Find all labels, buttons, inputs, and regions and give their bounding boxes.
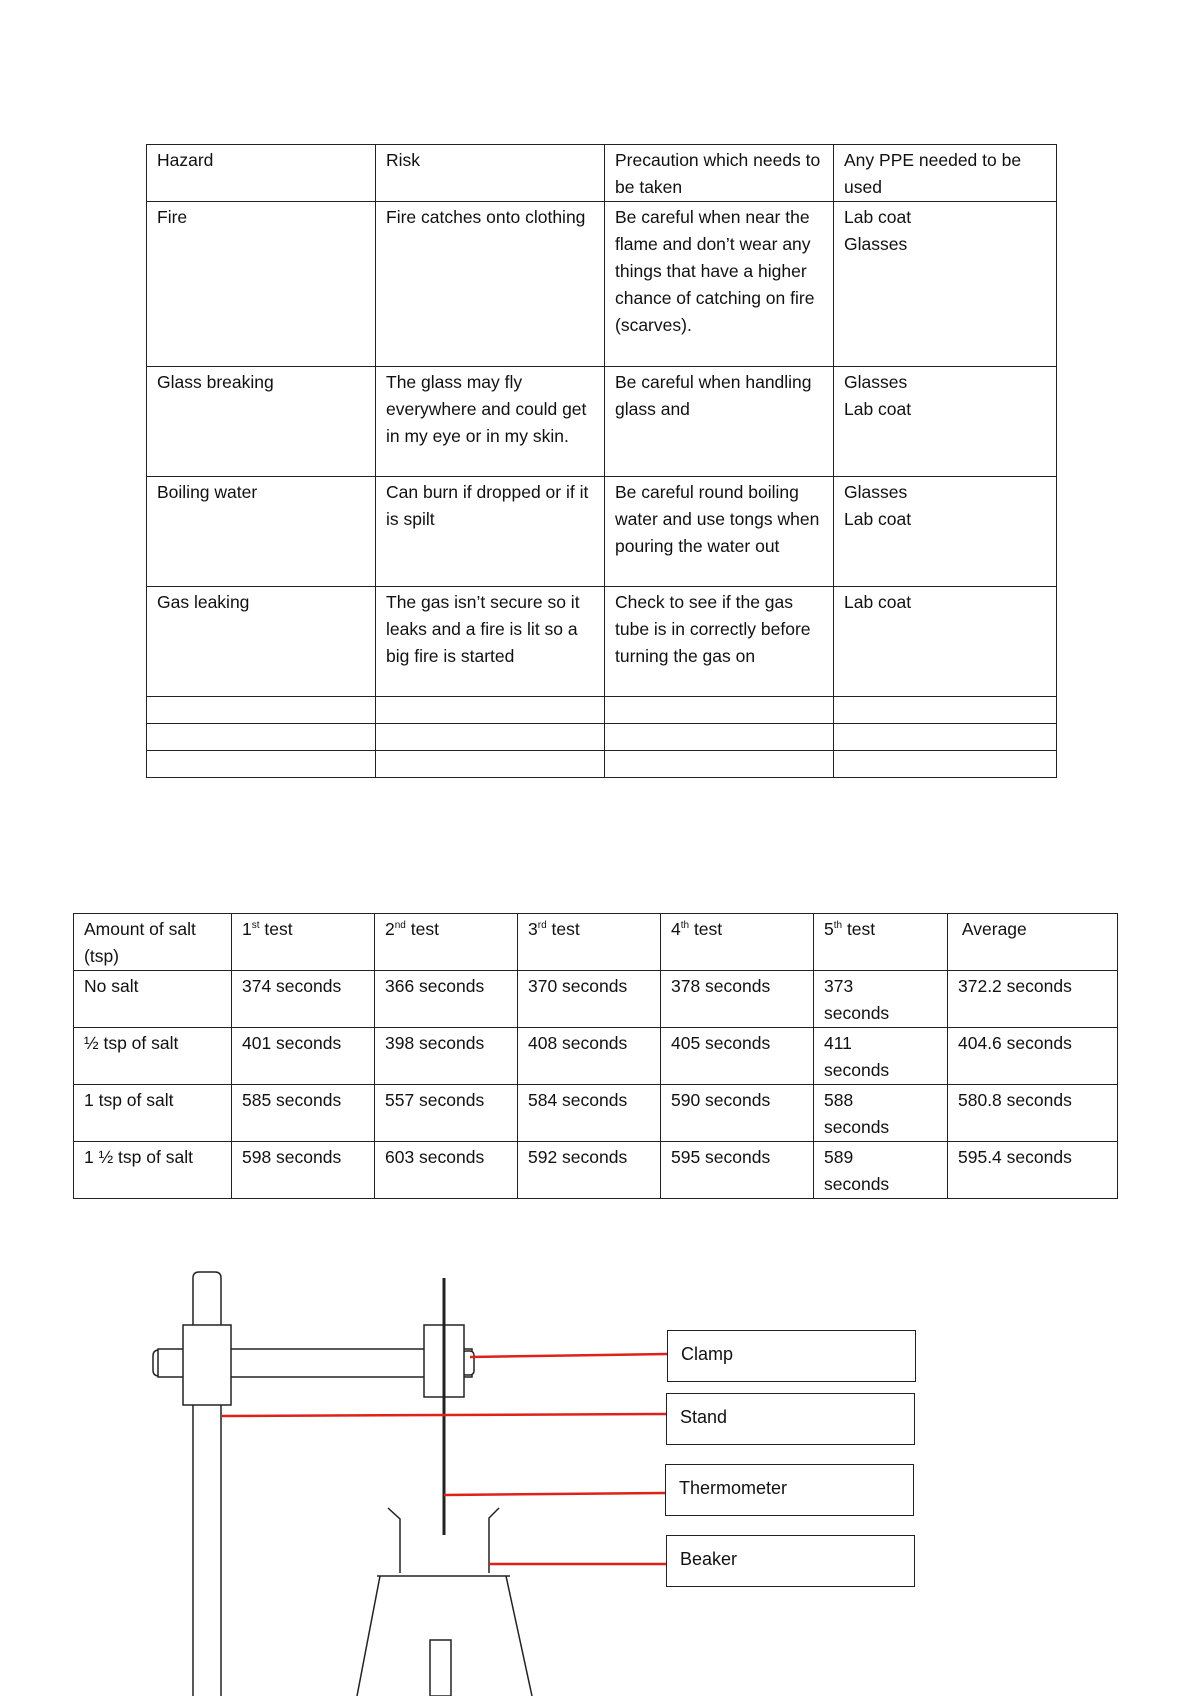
test-cell: 598 seconds xyxy=(232,1142,375,1199)
table-row xyxy=(74,1142,1118,1199)
header-ppe: Any PPE needed to be used xyxy=(834,145,1057,202)
test-cell: 411 seconds xyxy=(814,1028,948,1085)
average-cell: 372.2 seconds xyxy=(948,971,1118,1028)
ppe-item: Glasses xyxy=(844,372,908,392)
ordinal-number: 1 xyxy=(242,919,252,939)
header-test-label: test xyxy=(842,919,876,939)
leader-line-clamp xyxy=(470,1354,667,1357)
average-cell: 580.8 seconds xyxy=(948,1085,1118,1142)
test-cell: 557 seconds xyxy=(375,1085,518,1142)
header-test-label: test xyxy=(546,919,580,939)
table-row xyxy=(74,1028,1118,1085)
empty-row xyxy=(147,751,1057,778)
table-header-row xyxy=(147,145,1057,202)
empty-row xyxy=(147,724,1057,751)
ppe-cell xyxy=(834,367,1057,477)
header-test-label: test xyxy=(689,919,723,939)
test-cell: 378 seconds xyxy=(661,971,814,1028)
ordinal-number: 2 xyxy=(385,919,395,939)
amount-cell: ½ tsp of salt xyxy=(74,1028,232,1085)
test-cell: 584 seconds xyxy=(518,1085,661,1142)
table-header-row xyxy=(74,914,1118,971)
empty-row xyxy=(147,697,1057,724)
ordinal-suffix: th xyxy=(680,920,690,931)
header-risk: Risk xyxy=(376,145,605,202)
table-row xyxy=(147,367,1057,477)
amount-cell: No salt xyxy=(74,971,232,1028)
test-cell: 595 seconds xyxy=(661,1142,814,1199)
table-row xyxy=(147,587,1057,697)
average-cell: 404.6 seconds xyxy=(948,1028,1118,1085)
precaution-cell: Check to see if the gas tube is in correctly before turning the gas on xyxy=(605,587,834,697)
empty-cell xyxy=(834,724,1057,751)
empty-cell xyxy=(147,697,376,724)
amount-cell: 1 tsp of salt xyxy=(74,1085,232,1142)
ppe-item: Glasses xyxy=(844,234,908,254)
header-test-1 xyxy=(232,914,375,971)
average-cell: 595.4 seconds xyxy=(948,1142,1118,1199)
risk-cell: Can burn if dropped or if it is spilt xyxy=(376,477,605,587)
ordinal-suffix: nd xyxy=(394,920,406,931)
test-cell: 592 seconds xyxy=(518,1142,661,1199)
ppe-cell xyxy=(834,202,1057,367)
empty-cell xyxy=(376,751,605,778)
empty-cell xyxy=(605,751,834,778)
header-test-label: test xyxy=(405,919,439,939)
label-clamp: Clamp xyxy=(667,1330,916,1382)
ordinal-number: 4 xyxy=(671,919,681,939)
empty-cell xyxy=(147,751,376,778)
header-average: Average xyxy=(948,914,1118,971)
test-cell: 374 seconds xyxy=(232,971,375,1028)
leader-line-thermometer xyxy=(444,1493,666,1495)
empty-cell xyxy=(605,724,834,751)
amount-cell: 1 ½ tsp of salt xyxy=(74,1142,232,1199)
hazard-cell: Boiling water xyxy=(147,477,376,587)
label-beaker: Beaker xyxy=(666,1535,915,1587)
header-test-4 xyxy=(661,914,814,971)
header-amount: Amount of salt (tsp) xyxy=(74,914,232,971)
risk-cell: The glass may fly everywhere and could get in my eye or in my skin. xyxy=(376,367,605,477)
burner-tube xyxy=(430,1640,451,1696)
leader-line-stand xyxy=(222,1414,667,1416)
label-thermometer: Thermometer xyxy=(665,1464,914,1516)
empty-cell xyxy=(834,697,1057,724)
test-cell: 405 seconds xyxy=(661,1028,814,1085)
test-cell: 373 seconds xyxy=(814,971,948,1028)
test-cell: 589 seconds xyxy=(814,1142,948,1199)
ppe-cell xyxy=(834,477,1057,587)
empty-cell xyxy=(376,697,605,724)
header-test-label: test xyxy=(259,919,293,939)
label-stand: Stand xyxy=(666,1393,915,1445)
ppe-cell xyxy=(834,587,1057,697)
ordinal-suffix: st xyxy=(251,920,260,931)
table-row xyxy=(74,971,1118,1028)
header-hazard: Hazard xyxy=(147,145,376,202)
table-row xyxy=(147,477,1057,587)
ordinal-suffix: rd xyxy=(537,920,547,931)
ppe-item: Lab coat xyxy=(844,399,912,419)
test-cell: 603 seconds xyxy=(375,1142,518,1199)
test-cell: 370 seconds xyxy=(518,971,661,1028)
test-cell: 398 seconds xyxy=(375,1028,518,1085)
risk-cell: The gas isn’t secure so it leaks and a fire is lit so a big fire is started xyxy=(376,587,605,697)
test-cell: 590 seconds xyxy=(661,1085,814,1142)
header-test-3 xyxy=(518,914,661,971)
hazard-cell: Glass breaking xyxy=(147,367,376,477)
header-precaution: Precaution which needs to be taken xyxy=(605,145,834,202)
apparatus-diagram xyxy=(0,1250,1200,1696)
risk-cell: Fire catches onto clothing xyxy=(376,202,605,367)
test-cell: 401 seconds xyxy=(232,1028,375,1085)
ordinal-number: 3 xyxy=(528,919,538,939)
ppe-item: Lab coat xyxy=(844,207,912,227)
precaution-cell: Be careful when handling glass and xyxy=(605,367,834,477)
test-cell: 366 seconds xyxy=(375,971,518,1028)
test-cell: 408 seconds xyxy=(518,1028,661,1085)
salt-results-table xyxy=(73,913,1118,1199)
test-cell: 588 seconds xyxy=(814,1085,948,1142)
hazard-cell: Fire xyxy=(147,202,376,367)
empty-cell xyxy=(376,724,605,751)
ordinal-suffix: th xyxy=(833,920,843,931)
risk-assessment-table xyxy=(146,144,1057,778)
empty-cell xyxy=(605,697,834,724)
header-test-2 xyxy=(375,914,518,971)
hazard-cell: Gas leaking xyxy=(147,587,376,697)
test-cell: 585 seconds xyxy=(232,1085,375,1142)
ppe-item: Glasses xyxy=(844,482,908,502)
precaution-cell: Be careful when near the flame and don’t wear any things that have a higher chance of catching on fire (scarves). xyxy=(605,202,834,367)
empty-cell xyxy=(834,751,1057,778)
table-row xyxy=(74,1085,1118,1142)
table-row xyxy=(147,202,1057,367)
ppe-item: Lab coat xyxy=(844,509,912,529)
ordinal-number: 5 xyxy=(824,919,834,939)
header-test-5 xyxy=(814,914,948,971)
precaution-cell: Be careful round boiling water and use tongs when pouring the water out xyxy=(605,477,834,587)
boss-head xyxy=(183,1325,231,1405)
ppe-item: Lab coat xyxy=(844,592,912,612)
empty-cell xyxy=(147,724,376,751)
